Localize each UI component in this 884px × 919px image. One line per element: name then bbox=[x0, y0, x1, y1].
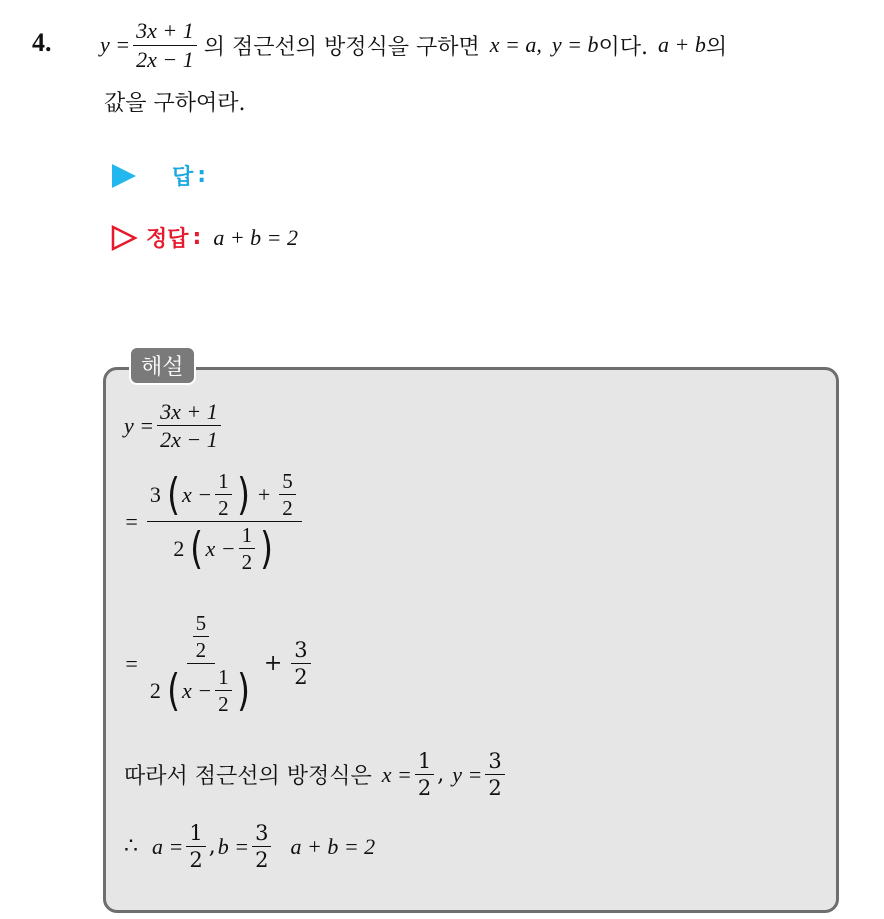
paren-group-3 bbox=[165, 666, 252, 715]
sol-fraction-3 bbox=[147, 612, 255, 715]
problem-text-2: 이다. bbox=[598, 34, 649, 60]
problem-text-3: 의 bbox=[705, 34, 728, 60]
half-numerator: 1 bbox=[215, 666, 232, 691]
correct-answer-row bbox=[110, 222, 298, 253]
left-paren: ( bbox=[190, 522, 204, 574]
half-fraction bbox=[215, 666, 232, 715]
y-value-numerator: 3 bbox=[485, 750, 504, 775]
coef-3: 3 bbox=[149, 482, 161, 507]
b-value bbox=[252, 822, 271, 871]
b-equals: b = bbox=[217, 833, 250, 859]
coef-2: 2 bbox=[149, 678, 161, 704]
comma: , bbox=[208, 834, 216, 860]
right-paren: ) bbox=[260, 522, 274, 574]
answer-label[interactable]: 답 bbox=[172, 165, 194, 190]
solution-line-3 bbox=[124, 612, 314, 715]
sol-fraction-1-denominator: 2x − 1 bbox=[160, 427, 218, 453]
five-denominator: 2 bbox=[282, 496, 293, 521]
solution-tag: 해설 bbox=[129, 346, 196, 385]
x-minus: x − bbox=[205, 536, 236, 562]
x-minus: x − bbox=[182, 482, 213, 507]
problem-number: 4. bbox=[32, 28, 52, 57]
three-denominator: 2 bbox=[294, 665, 308, 690]
function-fraction bbox=[133, 19, 197, 70]
half-denominator: 2 bbox=[218, 692, 229, 717]
sol-fraction-2-denominator bbox=[170, 522, 278, 573]
half-fraction bbox=[215, 470, 232, 519]
x-value-numerator: 1 bbox=[415, 750, 434, 775]
sol-fraction-2-numerator bbox=[147, 470, 302, 522]
half-numerator: 1 bbox=[215, 470, 232, 495]
solution-line-4 bbox=[124, 750, 508, 799]
solution-line-2 bbox=[124, 470, 305, 573]
correct-answer-value: a + b = 2 bbox=[213, 224, 299, 250]
a-plus-b: a + b bbox=[658, 32, 706, 57]
x-equals: x = bbox=[381, 761, 412, 787]
paren-group-2 bbox=[188, 524, 275, 573]
coef-2: 2 bbox=[173, 536, 185, 562]
x-value-denominator: 2 bbox=[417, 776, 432, 801]
comma: , bbox=[437, 762, 445, 788]
final-result: a + b = 2 bbox=[290, 833, 376, 859]
a-equals: a = bbox=[152, 833, 184, 859]
a-value-denominator: 2 bbox=[189, 848, 203, 873]
plus-sign: + bbox=[263, 651, 283, 677]
three-numerator: 3 bbox=[291, 639, 310, 664]
half-denominator: 2 bbox=[241, 550, 253, 575]
x-equals-a: x = a, bbox=[489, 32, 542, 57]
y-equals: y = bbox=[100, 32, 131, 57]
sol-fraction-1 bbox=[157, 400, 221, 451]
outline-triangle-icon bbox=[110, 224, 138, 252]
plus-sign: + bbox=[257, 482, 271, 507]
five-halves bbox=[193, 612, 210, 661]
sol-equals-2: = bbox=[124, 508, 139, 534]
a-value-numerator: 1 bbox=[186, 822, 205, 847]
right-paren: ) bbox=[236, 664, 250, 716]
five-numerator: 5 bbox=[279, 470, 296, 495]
sol-fraction-3-denominator bbox=[147, 664, 255, 715]
half-numerator: 1 bbox=[239, 524, 256, 549]
b-value-denominator: 2 bbox=[255, 848, 269, 873]
solution-line-5 bbox=[124, 822, 375, 871]
x-minus: x − bbox=[182, 678, 213, 704]
y-value-denominator: 2 bbox=[488, 776, 502, 801]
x-value bbox=[415, 750, 434, 799]
left-paren: ( bbox=[167, 468, 180, 520]
left-paren: ( bbox=[167, 664, 180, 716]
three-halves bbox=[291, 639, 310, 688]
problem-line-1 bbox=[100, 10, 727, 80]
b-value-numerator: 3 bbox=[252, 822, 271, 847]
five-numerator: 5 bbox=[193, 612, 210, 637]
y-equals: y = bbox=[452, 761, 483, 787]
answer-colon: : bbox=[197, 163, 207, 188]
therefore-symbol: ∴ bbox=[124, 834, 138, 860]
play-triangle-icon bbox=[110, 162, 138, 190]
half-fraction bbox=[239, 524, 256, 573]
five-denominator: 2 bbox=[195, 638, 207, 663]
paren-group-1 bbox=[165, 470, 252, 519]
fraction-denominator: 2x − 1 bbox=[136, 46, 194, 72]
sol-fraction-3-numerator bbox=[187, 612, 216, 664]
y-value bbox=[485, 750, 504, 799]
sol-y-equals: y = bbox=[124, 412, 155, 438]
sol-equals-3: = bbox=[124, 650, 139, 676]
correct-answer-colon: : bbox=[192, 225, 202, 250]
problem-text-1: 의 점근선의 방정식을 구하면 bbox=[203, 34, 480, 60]
correct-answer-label: 정답 bbox=[146, 227, 189, 252]
therefore-text: 따라서 점근선의 방정식은 bbox=[124, 764, 372, 790]
problem-line-2: 값을 구하여라. bbox=[104, 91, 246, 116]
answer-row bbox=[110, 160, 206, 191]
solution-line-1 bbox=[124, 400, 224, 451]
sol-fraction-1-numerator: 3x + 1 bbox=[157, 400, 221, 426]
half-denominator: 2 bbox=[218, 496, 229, 521]
five-halves bbox=[279, 470, 296, 519]
a-value bbox=[186, 822, 205, 871]
right-paren: ) bbox=[236, 468, 250, 520]
y-equals-b: y = b bbox=[551, 32, 599, 57]
sol-fraction-2 bbox=[147, 470, 302, 573]
fraction-numerator: 3x + 1 bbox=[133, 19, 197, 45]
